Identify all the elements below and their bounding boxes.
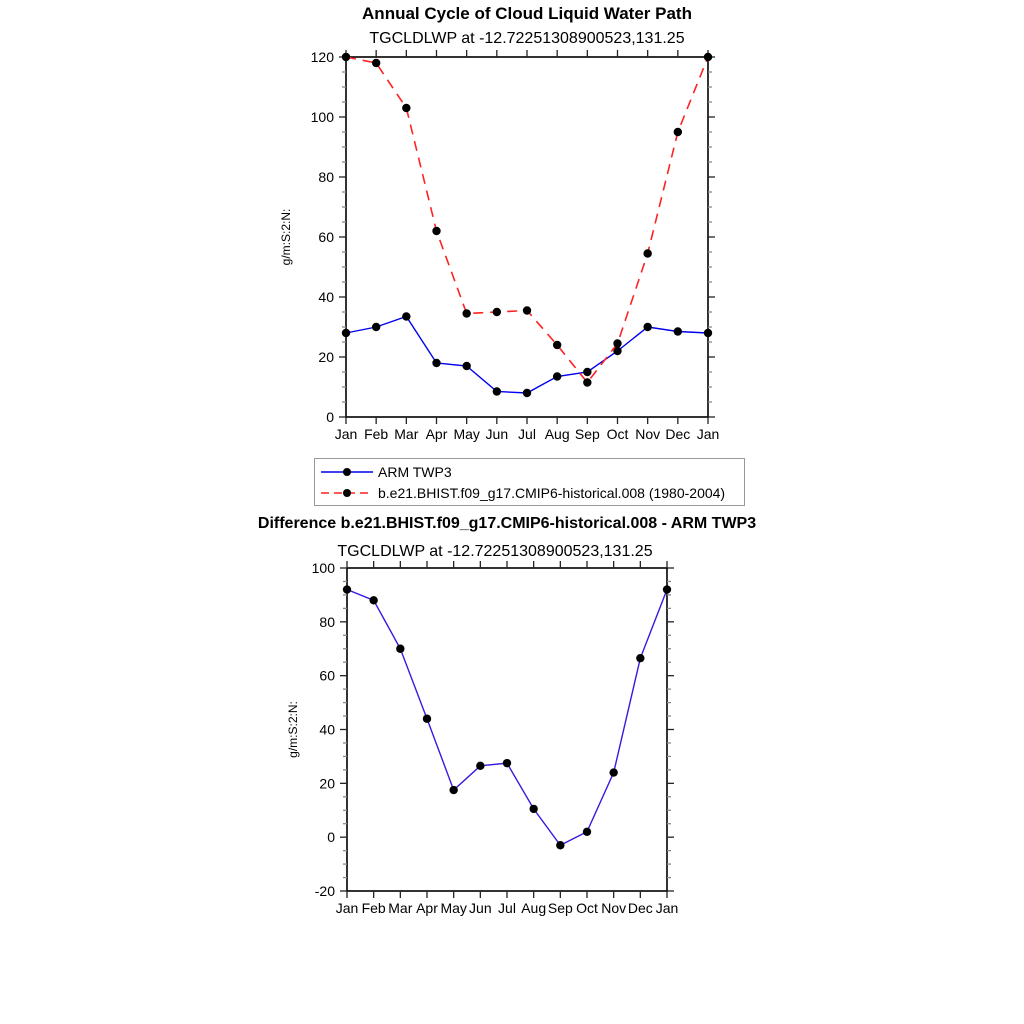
data-point-dot — [402, 104, 410, 112]
data-point-dot — [476, 762, 484, 770]
x-tick-label: Jan — [655, 900, 679, 916]
y-tick-label: 0 — [326, 409, 334, 425]
y-axis-label: g/m:S:2:N: — [279, 208, 293, 266]
data-point-dot — [583, 368, 591, 376]
y-tick-label: 60 — [319, 667, 335, 684]
series-line — [346, 317, 708, 394]
x-tick-label: Mar — [388, 900, 413, 916]
data-point-dot — [372, 59, 380, 67]
x-tick-label: Jun — [469, 900, 492, 916]
difference-chart-title: Difference b.e21.BHIST.f09_g17.CMIP6-historical.008 - ARM TWP3 — [257, 515, 757, 532]
plot-frame — [347, 568, 667, 891]
series-line — [347, 590, 667, 846]
legend-line-sample — [319, 466, 375, 478]
data-point-dot — [583, 378, 591, 386]
data-point-dot — [704, 329, 712, 337]
data-point-dot — [342, 329, 350, 337]
x-tick-label: Nov — [601, 900, 627, 916]
data-point-dot — [462, 362, 470, 370]
x-tick-label: Apr — [425, 426, 448, 442]
y-tick-label: 40 — [318, 289, 334, 305]
x-tick-label: Jun — [485, 426, 509, 442]
data-point-dot — [674, 128, 682, 136]
data-point-dot — [342, 53, 350, 61]
x-tick-label: Mar — [394, 426, 419, 442]
y-tick-label: -20 — [314, 883, 335, 899]
data-point-dot — [493, 387, 501, 395]
data-point-dot — [556, 841, 564, 849]
data-point-dot — [432, 227, 440, 235]
series-line — [346, 57, 708, 383]
x-tick-label: Sep — [574, 426, 600, 442]
data-point-dot — [369, 596, 377, 604]
x-tick-label: May — [440, 900, 467, 916]
data-point-dot — [704, 53, 712, 61]
data-point-dot — [432, 359, 440, 367]
data-point-dot — [609, 768, 617, 776]
data-point-dot — [523, 389, 531, 397]
data-point-dot — [523, 306, 531, 314]
y-tick-label: 20 — [318, 349, 334, 365]
legend-entry — [319, 461, 744, 482]
x-tick-label: Aug — [544, 426, 570, 442]
y-tick-label: 80 — [318, 169, 334, 185]
x-tick-label: Jan — [696, 426, 720, 442]
data-point-dot — [553, 372, 561, 380]
data-point-dot — [402, 312, 410, 320]
x-tick-label: Oct — [606, 426, 629, 442]
x-tick-label: Feb — [361, 900, 386, 916]
data-point-dot — [643, 323, 651, 331]
data-point-dot — [343, 585, 351, 593]
legend-entry — [319, 482, 744, 503]
legend-marker-dot — [343, 468, 351, 476]
y-tick-label: 120 — [310, 49, 334, 65]
data-point-dot — [372, 323, 380, 331]
y-tick-label: 60 — [318, 229, 334, 245]
y-axis-label: g/m:S:2:N: — [286, 701, 300, 758]
legend-marker-dot — [343, 489, 351, 497]
data-point-dot — [423, 715, 431, 723]
y-tick-label: 40 — [319, 721, 335, 738]
x-tick-label: Jan — [335, 900, 359, 916]
x-tick-label: Apr — [416, 900, 438, 916]
data-point-dot — [553, 341, 561, 349]
data-point-dot — [663, 585, 671, 593]
data-point-dot — [529, 805, 537, 813]
data-point-dot — [613, 339, 621, 347]
difference-chart-subtitle: TGCLDLWP at -12.72251308900523,131.25 — [337, 543, 653, 560]
data-point-dot — [643, 249, 651, 257]
top-chart-plot — [270, 40, 770, 455]
difference-chart-plot — [270, 553, 750, 933]
plot-frame — [346, 57, 708, 417]
legend-label: ARM TWP3 — [378, 463, 452, 480]
x-tick-label: Sep — [547, 900, 573, 916]
x-tick-label: Dec — [627, 900, 653, 916]
x-tick-label: Feb — [364, 426, 389, 442]
x-tick-label: Jul — [498, 900, 516, 916]
legend-line-sample — [319, 487, 375, 499]
x-tick-label: Aug — [521, 900, 547, 916]
top-chart-title: Annual Cycle of Cloud Liquid Water Path — [362, 4, 692, 23]
data-point-dot — [503, 759, 511, 767]
data-point-dot — [583, 828, 591, 836]
data-point-dot — [674, 327, 682, 335]
x-tick-label: May — [453, 426, 480, 442]
x-tick-label: Dec — [665, 426, 691, 442]
x-tick-label: Oct — [576, 900, 598, 916]
data-point-dot — [493, 308, 501, 316]
data-point-dot — [636, 654, 644, 662]
y-tick-label: 0 — [327, 829, 335, 846]
y-tick-label: 80 — [319, 613, 335, 630]
legend — [314, 458, 745, 506]
legend-label: b.e21.BHIST.f09_g17.CMIP6-historical.008 (1980-2004) — [378, 484, 726, 501]
y-tick-label: 100 — [310, 109, 334, 125]
y-tick-label: 100 — [311, 560, 335, 576]
x-tick-label: Jan — [334, 426, 358, 442]
data-point-dot — [462, 309, 470, 317]
data-point-dot — [449, 786, 457, 794]
x-tick-label: Nov — [635, 426, 661, 442]
x-tick-label: Jul — [518, 426, 536, 442]
data-point-dot — [396, 645, 404, 653]
top-chart-subtitle: TGCLDLWP at -12.72251308900523,131.25 — [369, 30, 685, 47]
y-tick-label: 20 — [319, 775, 335, 792]
